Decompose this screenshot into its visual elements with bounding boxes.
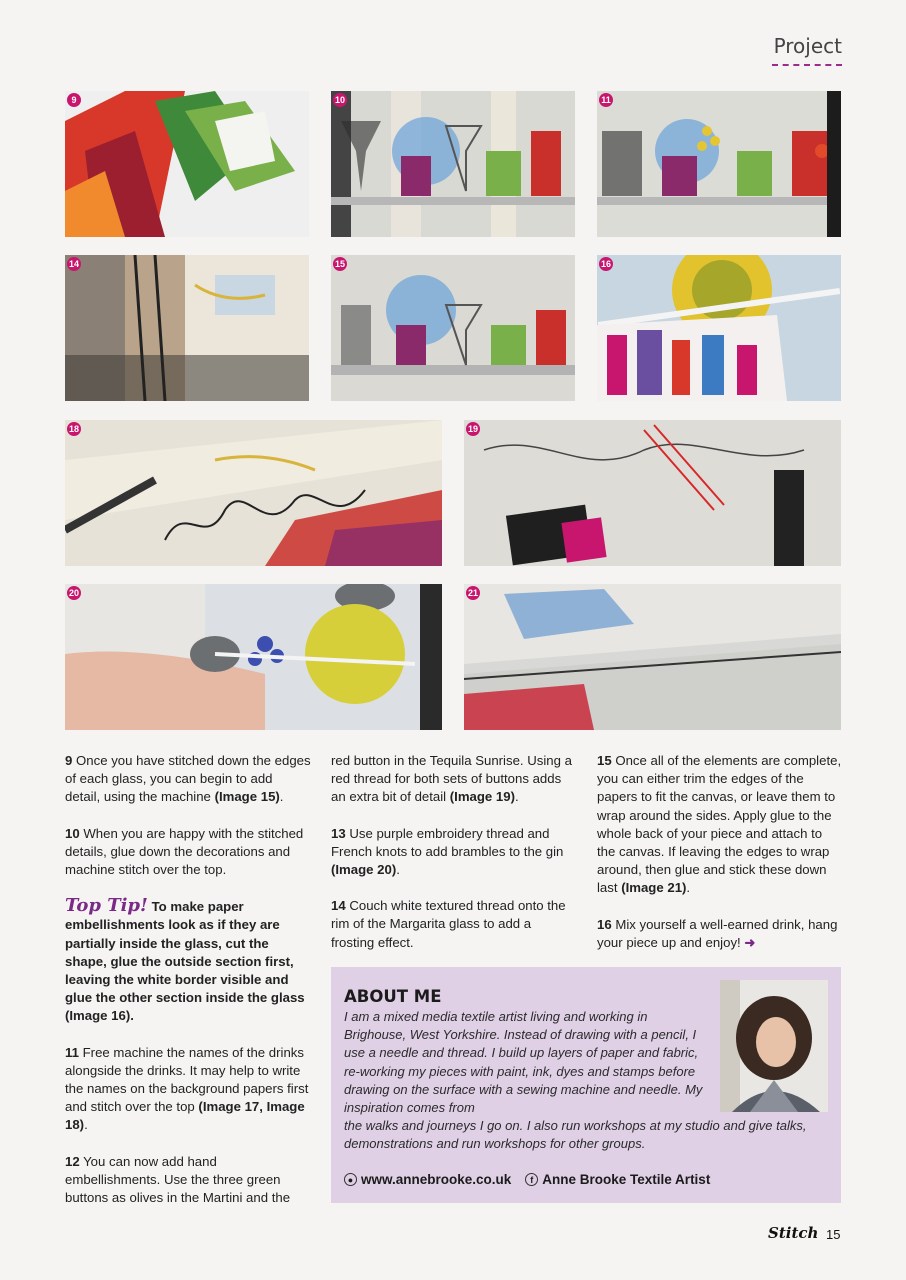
stitch-closeup-art xyxy=(65,255,309,401)
photo-19 xyxy=(464,420,841,566)
photo-number: 19 xyxy=(467,424,478,434)
image-ref: (Image 19) xyxy=(449,789,515,805)
photo-14 xyxy=(65,255,309,401)
step-13 xyxy=(331,825,577,880)
photo-9 xyxy=(65,91,309,237)
magazine-name: Stitch xyxy=(768,1224,819,1242)
top-tip-text: To make paper embellishments look as if they are partially inside the glass, cut the shape, glue the outside section first, leaving the white border visible and glue the other section inside the glass (Image 16). xyxy=(65,899,305,1024)
arrow-icon: ➜ xyxy=(744,934,756,950)
step-number: 12 xyxy=(65,1153,80,1169)
glasses-background-art xyxy=(331,255,575,401)
drink-names-art xyxy=(65,420,442,566)
top-tip xyxy=(65,897,311,1025)
image-ref: (Image 20) xyxy=(331,862,397,878)
step-9 xyxy=(65,752,311,807)
step-number: 13 xyxy=(331,825,346,841)
step-12-continued xyxy=(331,752,577,807)
step-number: 10 xyxy=(65,825,80,841)
column-3 xyxy=(597,752,843,970)
about-links xyxy=(344,1172,710,1187)
photo-number: 18 xyxy=(68,424,79,434)
photo-number: 10 xyxy=(334,95,345,105)
photo-number: 16 xyxy=(600,259,611,269)
globe-icon: ● xyxy=(344,1173,357,1186)
about-text-narrow: I am a mixed media textile artist living and working in Brighouse, West Yorkshire. Instead of drawing with a pencil, I use a needle and thread. I build up layers of paper and fabric, re-working my pieces with paint, ink, dyes and stamps before drawing on the surface with a sewing machine and needle. My inspiration comes from xyxy=(344,1009,703,1116)
section-label: Project xyxy=(773,34,842,58)
section-rule xyxy=(772,64,842,66)
step-text: Free machine the names of the drinks alongside the drinks. It may help to write the names on the background papers first and stitch over the top xyxy=(65,1044,309,1115)
step-16 xyxy=(597,916,843,952)
step-text: You can now add hand embellishments. Use the three green buttons as olives in the Martini and the xyxy=(65,1153,291,1206)
photo-11 xyxy=(597,91,841,237)
glasses-art xyxy=(331,91,575,237)
step-text: Couch white textured thread onto the rim of the Margarita glass to add a frosting effect. xyxy=(331,898,566,950)
photo-number: 15 xyxy=(334,259,345,269)
step-14 xyxy=(331,897,577,952)
facebook-link[interactable]: Anne Brooke Textile Artist xyxy=(542,1172,711,1187)
step-number: 14 xyxy=(331,898,346,914)
photo-number: 20 xyxy=(68,588,79,598)
step-number: 9 xyxy=(65,753,73,768)
step-text-end: . xyxy=(396,862,400,878)
glasses-buttons-art xyxy=(597,91,841,237)
step-12 xyxy=(65,1153,311,1208)
page-number: 15 xyxy=(826,1227,841,1242)
top-tip-heading: Top Tip! xyxy=(65,895,148,917)
step-text: Once you have stitched down the edges of each glass, you can begin to add detail, using the machine xyxy=(65,753,311,805)
french-knots-art xyxy=(65,584,442,730)
image-ref: (Image 21) xyxy=(621,880,687,896)
embellishment-art xyxy=(597,255,841,401)
portrait-art xyxy=(720,980,828,1112)
photo-number: 11 xyxy=(599,93,613,107)
about-me-box xyxy=(331,967,841,1203)
photo-10 xyxy=(331,91,575,237)
photo-20 xyxy=(65,584,442,730)
step-number: 15 xyxy=(597,753,612,768)
step-10 xyxy=(65,825,311,880)
step-text-end: . xyxy=(279,789,284,805)
photo-number: 14 xyxy=(68,259,79,269)
photo-21 xyxy=(464,584,841,730)
photo-number: 9 xyxy=(67,93,81,107)
step-text: When you are happy with the stitched details, glue down the decorations and machine stitch over the top. xyxy=(65,825,304,878)
facebook-icon: f xyxy=(525,1173,538,1186)
about-text-wide: the walks and journeys I go on. I also run workshops at my studio and give talks, demonstrations and run workshops for other groups. xyxy=(344,1118,807,1152)
step-number: 16 xyxy=(597,916,612,932)
canvas-edge-art xyxy=(464,584,841,730)
step-text: Once all of the elements are complete, you can either trim the edges of the papers to fit the canvas, or leave them to wrap around the sides. Apply glue to the whole back of your piece and attach to the canvas. If leaving the edges to wrap around, then glue and stick these down last xyxy=(597,753,842,896)
step-text-end: . xyxy=(686,880,691,896)
collage-art xyxy=(65,91,309,237)
red-thread-art xyxy=(464,420,841,566)
step-text: Mix yourself a well-earned drink, hang your piece up and enjoy! xyxy=(597,916,838,950)
step-text: Use purple embroidery thread and French knots to add brambles to the gin xyxy=(331,825,564,859)
column-1 xyxy=(65,752,311,1225)
image-ref: (Image 15) xyxy=(214,789,280,805)
photo-16 xyxy=(597,255,841,401)
photo-18 xyxy=(65,420,442,566)
website-link[interactable]: www.annebrooke.co.uk xyxy=(361,1172,512,1187)
step-text: red button in the Tequila Sunrise. Using a red thread for both sets of buttons adds an extra bit of detail xyxy=(331,753,572,805)
step-text-end: . xyxy=(515,789,519,805)
step-text-end: . xyxy=(84,1117,88,1133)
photo-number: 21 xyxy=(467,588,478,598)
image-ref: (Image 17, Image 18) xyxy=(65,1099,305,1133)
step-number: 11 xyxy=(65,1044,79,1060)
step-11 xyxy=(65,1044,311,1135)
artist-portrait xyxy=(720,980,828,1112)
step-15 xyxy=(597,752,843,898)
about-title: ABOUT ME xyxy=(344,987,442,1006)
column-2 xyxy=(331,752,577,970)
photo-15 xyxy=(331,255,575,401)
